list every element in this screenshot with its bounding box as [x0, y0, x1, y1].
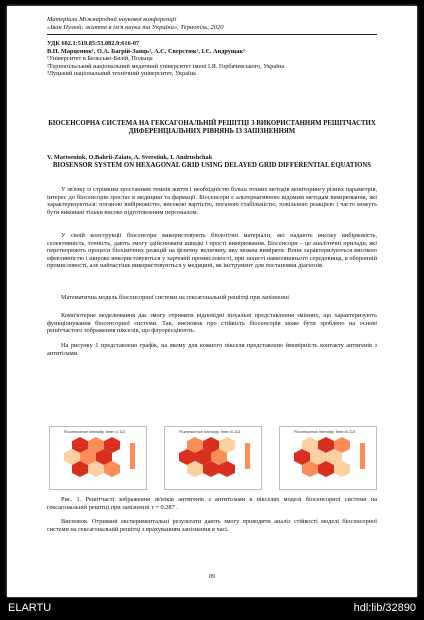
affiliation-1: ¹Університет в Бельсько-Бялій, Польща — [47, 55, 153, 63]
paragraph-2: У своїй конструкції біосенсори використовують біологічні матеріали, які надають високу вибірковість, селективність, точність, дають змогу здійснювати швидкі і прості вимірювання. Біосенсори – це аналітичні прилади, які перетворюють процеси біохімічних реакцій на фізичну величину, яку можна виміряти. Вони характеризуються високою ефективністю і широко використовуються у харчовій промисловості, при захисті навколишнього середовища, в оборонній промисловості, але найчастіше використовуються у медицині, як інструмент для постановки діагнозів. — [47, 232, 377, 270]
page-number: 89 — [209, 574, 215, 580]
figure-panel-1 — [49, 426, 147, 490]
figure-panel-2 — [164, 426, 262, 490]
figure-title-1: Fluorescence intensity, time=4.113 — [64, 429, 126, 434]
header-line-1: Матеріали Міжнародної наукової конференції — [47, 16, 177, 23]
title-en: BIOSENSOR SYSTEM ON HEXAGONAL GRID USING DELAYED GRID DIFFERENTIAL EQUATIONS — [52, 162, 372, 169]
footer-handle[interactable]: hdl:lib/32890 — [353, 602, 416, 614]
paragraph-3: Комп'ютерне моделювання дає змогу отримати відповідні візуальні представлення змінних, що характеризують функціонування біосенсорної системи. Так, висновок про стійкість біосенсорів може бути зроблено на основі решітчастого зображення пікселів, що флуоресціюють. — [47, 312, 377, 335]
footer-bar — [0, 598, 424, 620]
document-page — [7, 6, 417, 597]
figure-caption: Рис. 1. Решітчасті зображення зв'язків антигенів з антитілами в пікселях моделі біосенсорної системи на гексагональній решітці при запізненні τ = 0.287 . — [47, 496, 377, 511]
footer-repository[interactable]: ELARTU — [8, 602, 52, 614]
affiliation-3: ³Луцький національний технічний університет, Україна — [47, 70, 196, 78]
figure-panel-3 — [279, 426, 377, 490]
header-line-2: «Іван Пулюй: життя в ім'я науки та України», Тернопіль, 2020 — [47, 24, 224, 31]
hex-heatmap-2 — [165, 427, 261, 489]
hex-heatmap-3 — [280, 427, 376, 489]
figure-title-3: Fluorescence intensity, time=6.113 — [294, 429, 356, 434]
figure-title-2: Fluorescence intensity, time=5.113 — [179, 429, 241, 434]
paragraph-4: На рисунку 1 представлено графік, на якому для кожного пікселя представлено ймовірність контакту антигенів з антитілами. — [47, 342, 377, 357]
section-heading: Математична модель біосенсорної системи на гексагональній решітці при запізненні — [61, 294, 289, 301]
authors-ua: В.П. Марценюк¹, О.А. Багрій-Заяць², А.С. Сверстюк², І.Є. Андрущак³ — [47, 47, 245, 55]
paragraph-1: У зв'язку із стрімким зростанням темпів життя і необхідністю більш точних методів моніторингу різних параметрів, інтерес до біосенсорів зростає в медицині та фармації. Біосенсори є альтернативною відомим методам вимірювання, які характеризуються: поганою вибірковістю, високою вартістю, поганою стабільністю, повільною реакцією і часто можуть бути виконані тільки високо підготовленим персоналом. — [47, 186, 377, 216]
meta-block — [47, 40, 377, 78]
title-ua: БІОСЕНСОРНА СИСТЕМА НА ГЕКСАГОНАЛЬНІЙ РЕШІТЦІ З ВИКОРИСТАННЯМ РЕШІТЧАСТИХ ДИФЕРЕНЦІАЛЬНИХ РІВНЯНЬ ІЗ ЗАПІЗНЕННЯМ — [48, 120, 376, 136]
header-divider — [47, 34, 377, 35]
conclusion: Висновок. Отримані експериментальні результати дають змогу проводити аналіз стійкості моделі біосенсорної системи на гексагональній решітці з врахуванням запізнення в часі. — [47, 518, 377, 533]
authors-en: V. Martseniuk, O.Bahrii-Zaiats, A. Sverstiuk, I. Andrushchak — [47, 154, 213, 161]
affiliation-2: ²Тернопільський національний медичний університет імені І.Я. Горбачевського, Україна — [47, 62, 285, 70]
udk-code: УДК 602.1:519.85:53.082.9:616-07 — [47, 40, 140, 47]
hex-heatmap-1 — [50, 427, 146, 489]
running-header — [47, 16, 223, 32]
